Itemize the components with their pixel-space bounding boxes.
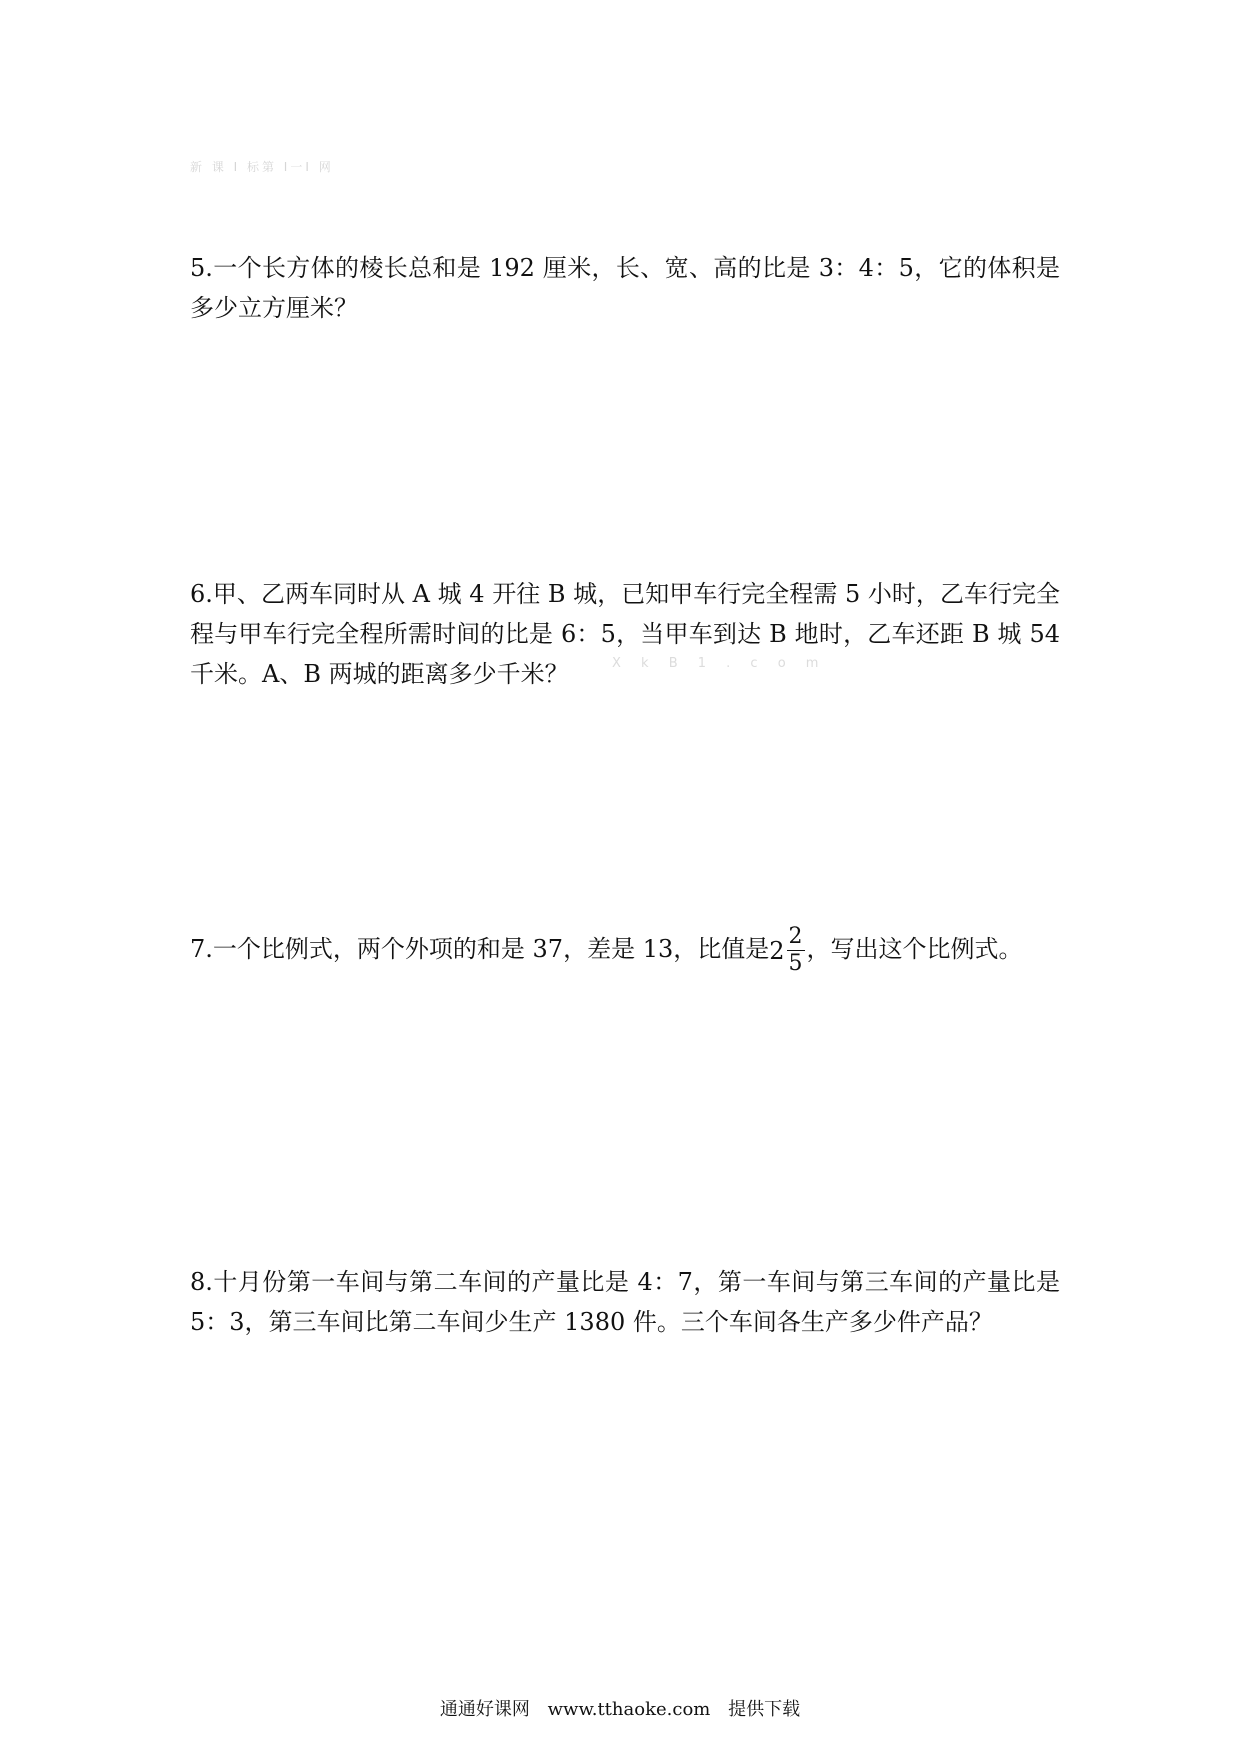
problem-7 — [190, 924, 1060, 977]
mixed-number — [769, 924, 806, 977]
page-footer — [0, 1695, 1240, 1721]
problem-5-text: 5.一个长方体的棱长总和是 192 厘米，长、宽、高的比是 3：4：5，它的体积是多少立方厘米？ — [190, 254, 1060, 322]
footer-suffix: 提供下载 — [728, 1699, 801, 1720]
problem-6-text: 6.甲、乙两车同时从 A 城 4 开往 B 城，已知甲车行完全程需 5 小时，乙车行完全程与甲车行完全程所需时间的比是 6：5，当甲车到达 B 地时，乙车还距 B 城 54 千米。A、B 两城的距离多少千米？ — [190, 580, 1060, 688]
problem-6 — [190, 574, 1060, 694]
footer-site-name: 通通好课网 — [439, 1699, 530, 1720]
problem-7-text-before: 7.一个比例式，两个外项的和是 37，差是 13，比值是 — [190, 935, 770, 963]
problem-8 — [190, 1262, 1060, 1342]
fraction — [787, 924, 805, 977]
problem-7-text-after: ，写出这个比例式。 — [806, 935, 1023, 963]
problem-5 — [190, 248, 1060, 328]
watermark-top: 新 课 I 标第 I一I 网 — [190, 160, 334, 174]
footer-url: www.tthaoke.com — [547, 1699, 711, 1720]
fraction-numerator: 2 — [788, 924, 803, 949]
fraction-denominator: 5 — [788, 951, 803, 976]
problem-8-text: 8.十月份第一车间与第二车间的产量比是 4：7，第一车间与第三车间的产量比是 5：3，第三车间比第二车间少生产 1380 件。三个车间各生产多少件产品？ — [190, 1268, 1060, 1336]
problem-7-text — [190, 924, 1060, 977]
mixed-number-whole: 2 — [769, 936, 785, 965]
watermark-middle: X k B 1 . c o m — [612, 656, 827, 671]
